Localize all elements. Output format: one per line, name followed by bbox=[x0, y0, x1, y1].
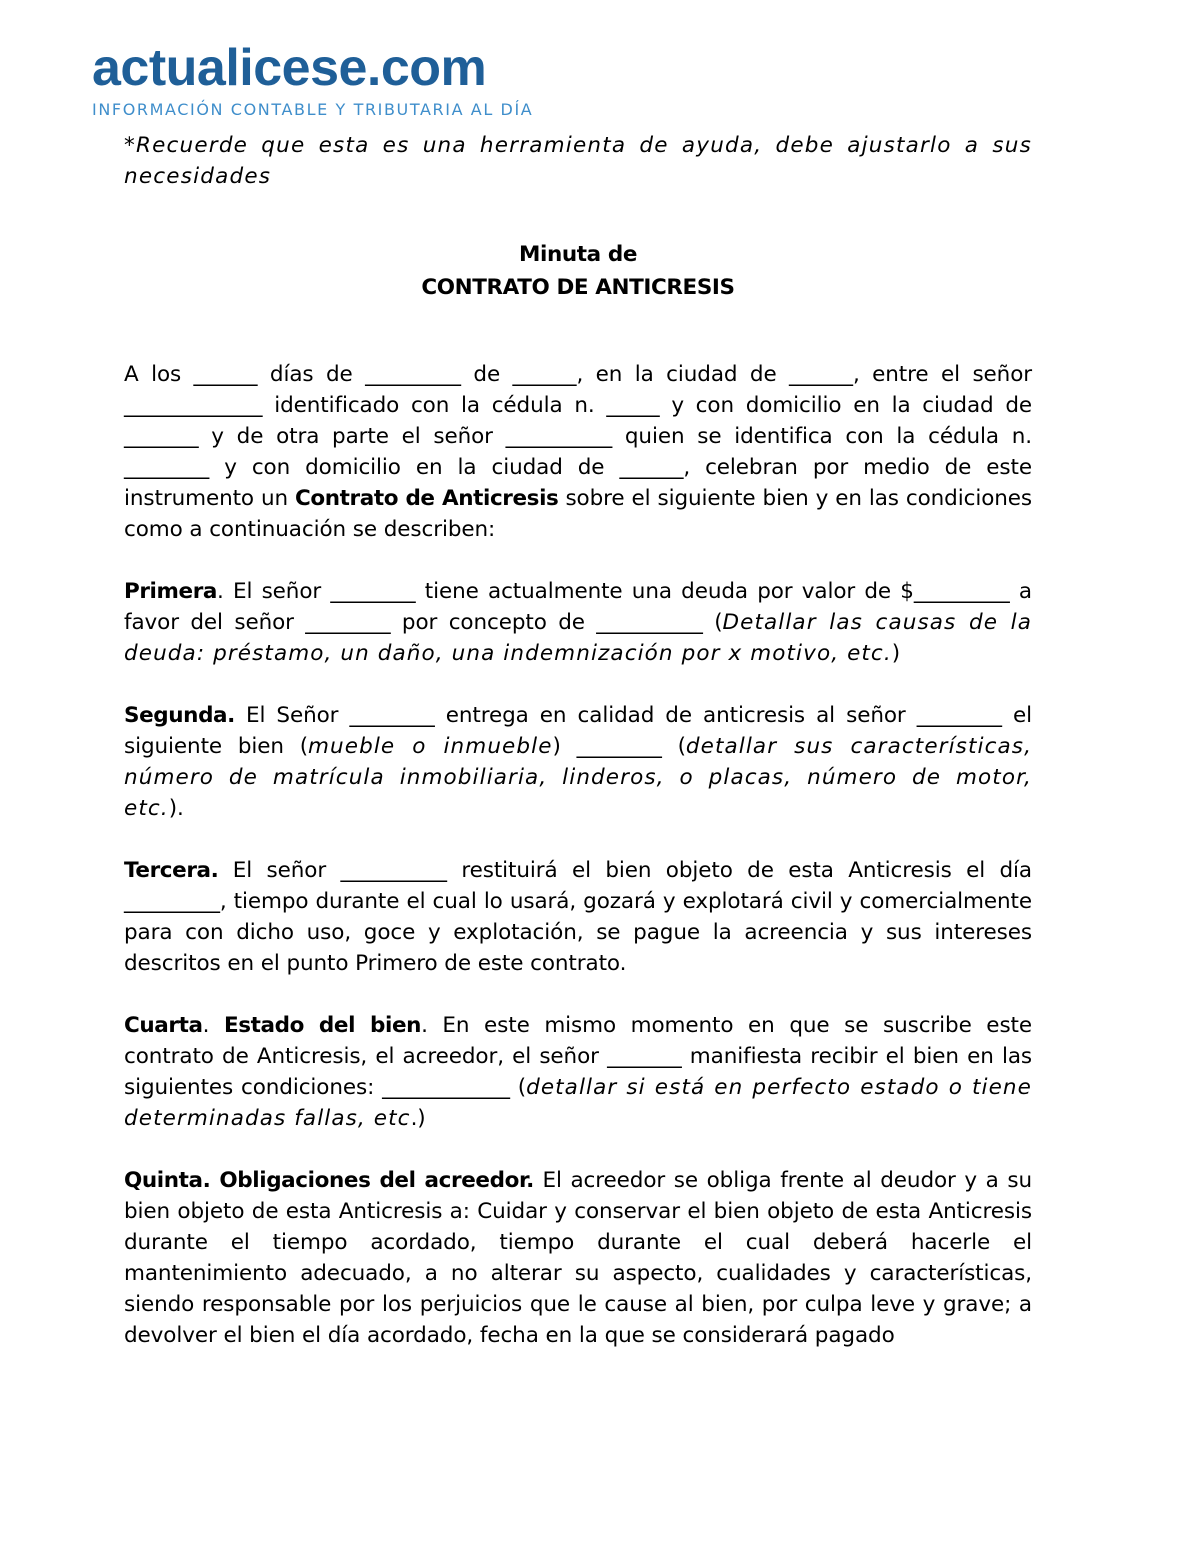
logo-name: actualicese.com bbox=[92, 39, 487, 97]
clause-cuarta-text-a: . En este mismo momento en que se suscribe este contrato de Anticresis, el acreedor, el señor _______ manifiesta recibir el bien en las siguientes condiciones: ____________ ( bbox=[124, 1013, 1032, 1100]
clause-cuarta-sep: . bbox=[202, 1013, 224, 1038]
clause-tercera-title: Tercera. bbox=[124, 858, 219, 883]
clause-segunda-italic-b: detallar sus características, número de matrícula inmobiliaria, linderos, o placas, número de motor, etc. bbox=[124, 734, 1032, 821]
clause-primera-title: Primera bbox=[124, 579, 218, 604]
clause-cuarta-italic: detallar si está en perfecto estado o tiene determinadas fallas, etc bbox=[124, 1075, 1032, 1131]
clause-segunda-text-b: ) ________ ( bbox=[552, 734, 686, 759]
site-logo bbox=[92, 38, 562, 119]
clause-cuarta bbox=[124, 1010, 1032, 1134]
clause-quinta-title: Quinta. Obligaciones del acreedor. bbox=[124, 1168, 534, 1193]
clause-primera-text-b: ) bbox=[891, 641, 901, 666]
heading-subtitle: Minuta de bbox=[518, 242, 638, 267]
clause-primera-italic: Detallar las causas de la deuda: préstamo, un daño, una indemnización por x motivo, etc. bbox=[124, 610, 1032, 666]
document-body bbox=[124, 130, 1032, 1351]
clause-segunda bbox=[124, 700, 1032, 824]
clause-segunda-italic-a: mueble o inmueble bbox=[307, 734, 553, 759]
document-heading bbox=[124, 238, 1032, 304]
clause-quinta bbox=[124, 1165, 1032, 1351]
clause-tercera-text: El señor __________ restituirá el bien objeto de esta Anticresis el día _________, tiempo durante el cual lo usará, gozará y explotará civil y comercialmente para con dicho uso, goce y explotación, se pague la acreencia y sus intereses descritos en el punto Primero de este contrato. bbox=[124, 858, 1032, 976]
logo-tagline: INFORMACIÓN CONTABLE Y TRIBUTARIA AL DÍA bbox=[92, 100, 534, 119]
clause-segunda-text-c: ). bbox=[168, 796, 184, 821]
intro-bold: Contrato de Anticresis bbox=[295, 486, 559, 511]
intro-text-a: A los ______ días de _________ de ______, en la ciudad de ______, entre el señor _____________ identificado con la cédula n. _____ y con domicilio en la ciudad de _______ y de otra parte el señor __________ quien se identifica con la cédula n. ________ y con domicilio en la ciudad de ______, celebran por medio de este instrumento un bbox=[124, 362, 1032, 511]
intro-text-b: sobre el siguiente bien y en las condiciones como a continuación se describen: bbox=[124, 486, 1032, 542]
clause-cuarta-title: Cuarta bbox=[124, 1013, 203, 1038]
clause-cuarta-subtitle: Estado del bien bbox=[223, 1013, 422, 1038]
clause-tercera bbox=[124, 855, 1032, 979]
clause-cuarta-text-b: .) bbox=[410, 1106, 426, 1131]
disclaimer-note: *Recuerde que esta es una herramienta de ayuda, debe ajustarlo a sus necesidades bbox=[124, 133, 1032, 189]
clause-segunda-text-a: El Señor ________ entrega en calidad de anticresis al señor ________ el siguiente bien ( bbox=[124, 703, 1032, 759]
clause-quinta-text: El acreedor se obliga frente al deudor y a su bien objeto de esta Anticresis a: Cuidar y conservar el bien objeto de esta Anticresis durante el tiempo acordado, tiempo durante el cual deberá hacerle el mantenimiento adecuado, a no alterar su aspecto, cualidades y características, siendo responsable por los perjuicios que le cause al bien, por culpa leve y grave; a devolver el bien el día acordado, fecha en la que se considerará pagado bbox=[124, 1168, 1033, 1348]
clause-segunda-title: Segunda. bbox=[124, 703, 235, 728]
intro-paragraph bbox=[124, 359, 1032, 545]
clause-primera bbox=[124, 576, 1032, 669]
clause-primera-text-a: . El señor ________ tiene actualmente una deuda por valor de $_________ a favor del señor ________ por concepto de __________ ( bbox=[124, 579, 1032, 635]
document-title: CONTRATO DE ANTICRESIS bbox=[421, 275, 735, 300]
